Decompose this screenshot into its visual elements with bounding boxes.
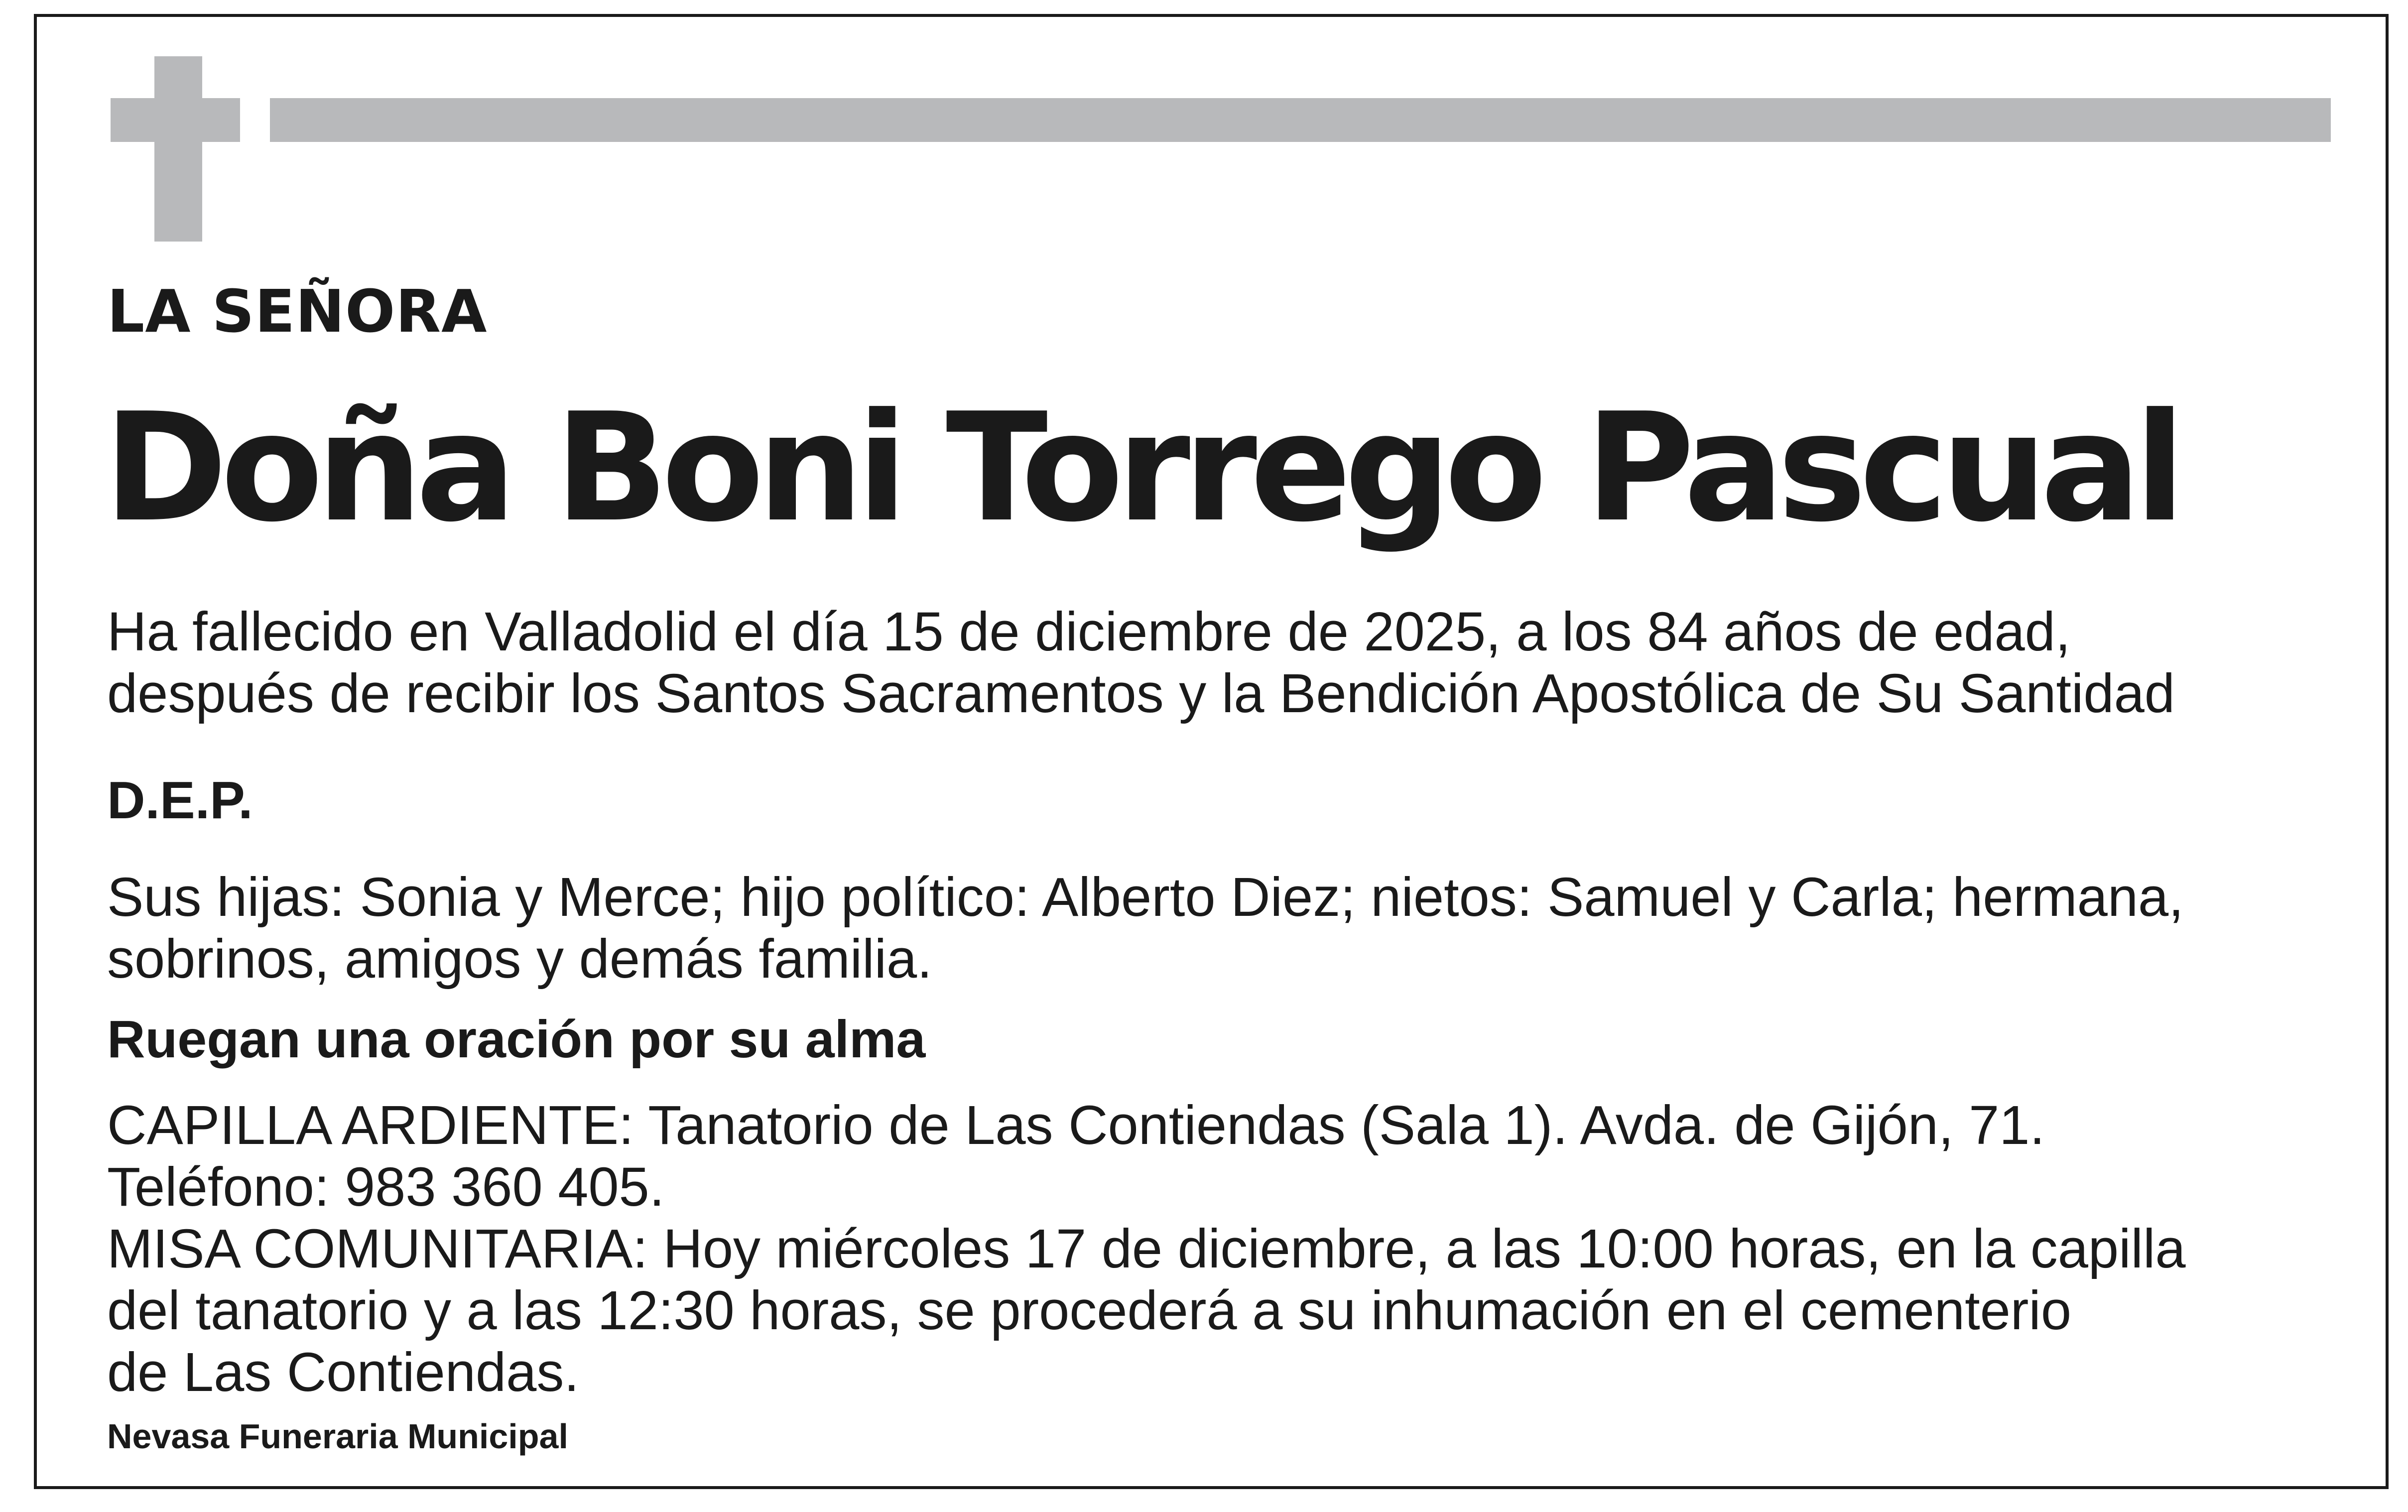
- service-line-4: del tanatorio y a las 12:30 horas, se procederá a su inhumación en el cementerio: [107, 1280, 2072, 1341]
- death-announcement: [107, 601, 2175, 725]
- service-line-1: CAPILLA ARDIENTE: Tanatorio de Las Contiendas (Sala 1). Avda. de Gijón, 71.: [107, 1095, 2045, 1156]
- service-details: [107, 1095, 2186, 1403]
- rip-label: D.E.P.: [107, 771, 253, 830]
- funeral-home: Nevasa Funeraria Municipal: [107, 1417, 568, 1456]
- deceased-name: Doña Boni Torrego Pascual: [104, 381, 2179, 555]
- death-line-1: Ha fallecido en Valladolid el día 15 de diciembre de 2025, a los 84 años de edad,: [107, 601, 2071, 662]
- family-line-1: Sus hijas: Sonia y Merce; hijo político: Alberto Diez; nietos: Samuel y Carla; hermana,: [107, 867, 2184, 928]
- family-line-2: sobrinos, amigos y demás familia.: [107, 928, 932, 990]
- cross-icon-arm: [111, 98, 240, 142]
- service-line-5: de Las Contiendas.: [107, 1342, 579, 1403]
- prayer-request: Ruegan una oración por su alma: [107, 1010, 926, 1069]
- header-rule: [270, 98, 2331, 142]
- service-line-3: MISA COMUNITARIA: Hoy miércoles 17 de diciembre, a las 10:00 horas, en la capilla: [107, 1218, 2186, 1279]
- family-list: [107, 867, 2184, 990]
- cross-icon: [154, 56, 202, 242]
- title-small: LA SEÑORA: [107, 277, 488, 346]
- death-line-2: después de recibir los Santos Sacramentos y la Bendición Apostólica de Su Santidad: [107, 663, 2175, 724]
- service-line-2: Teléfono: 983 360 405.: [107, 1156, 665, 1218]
